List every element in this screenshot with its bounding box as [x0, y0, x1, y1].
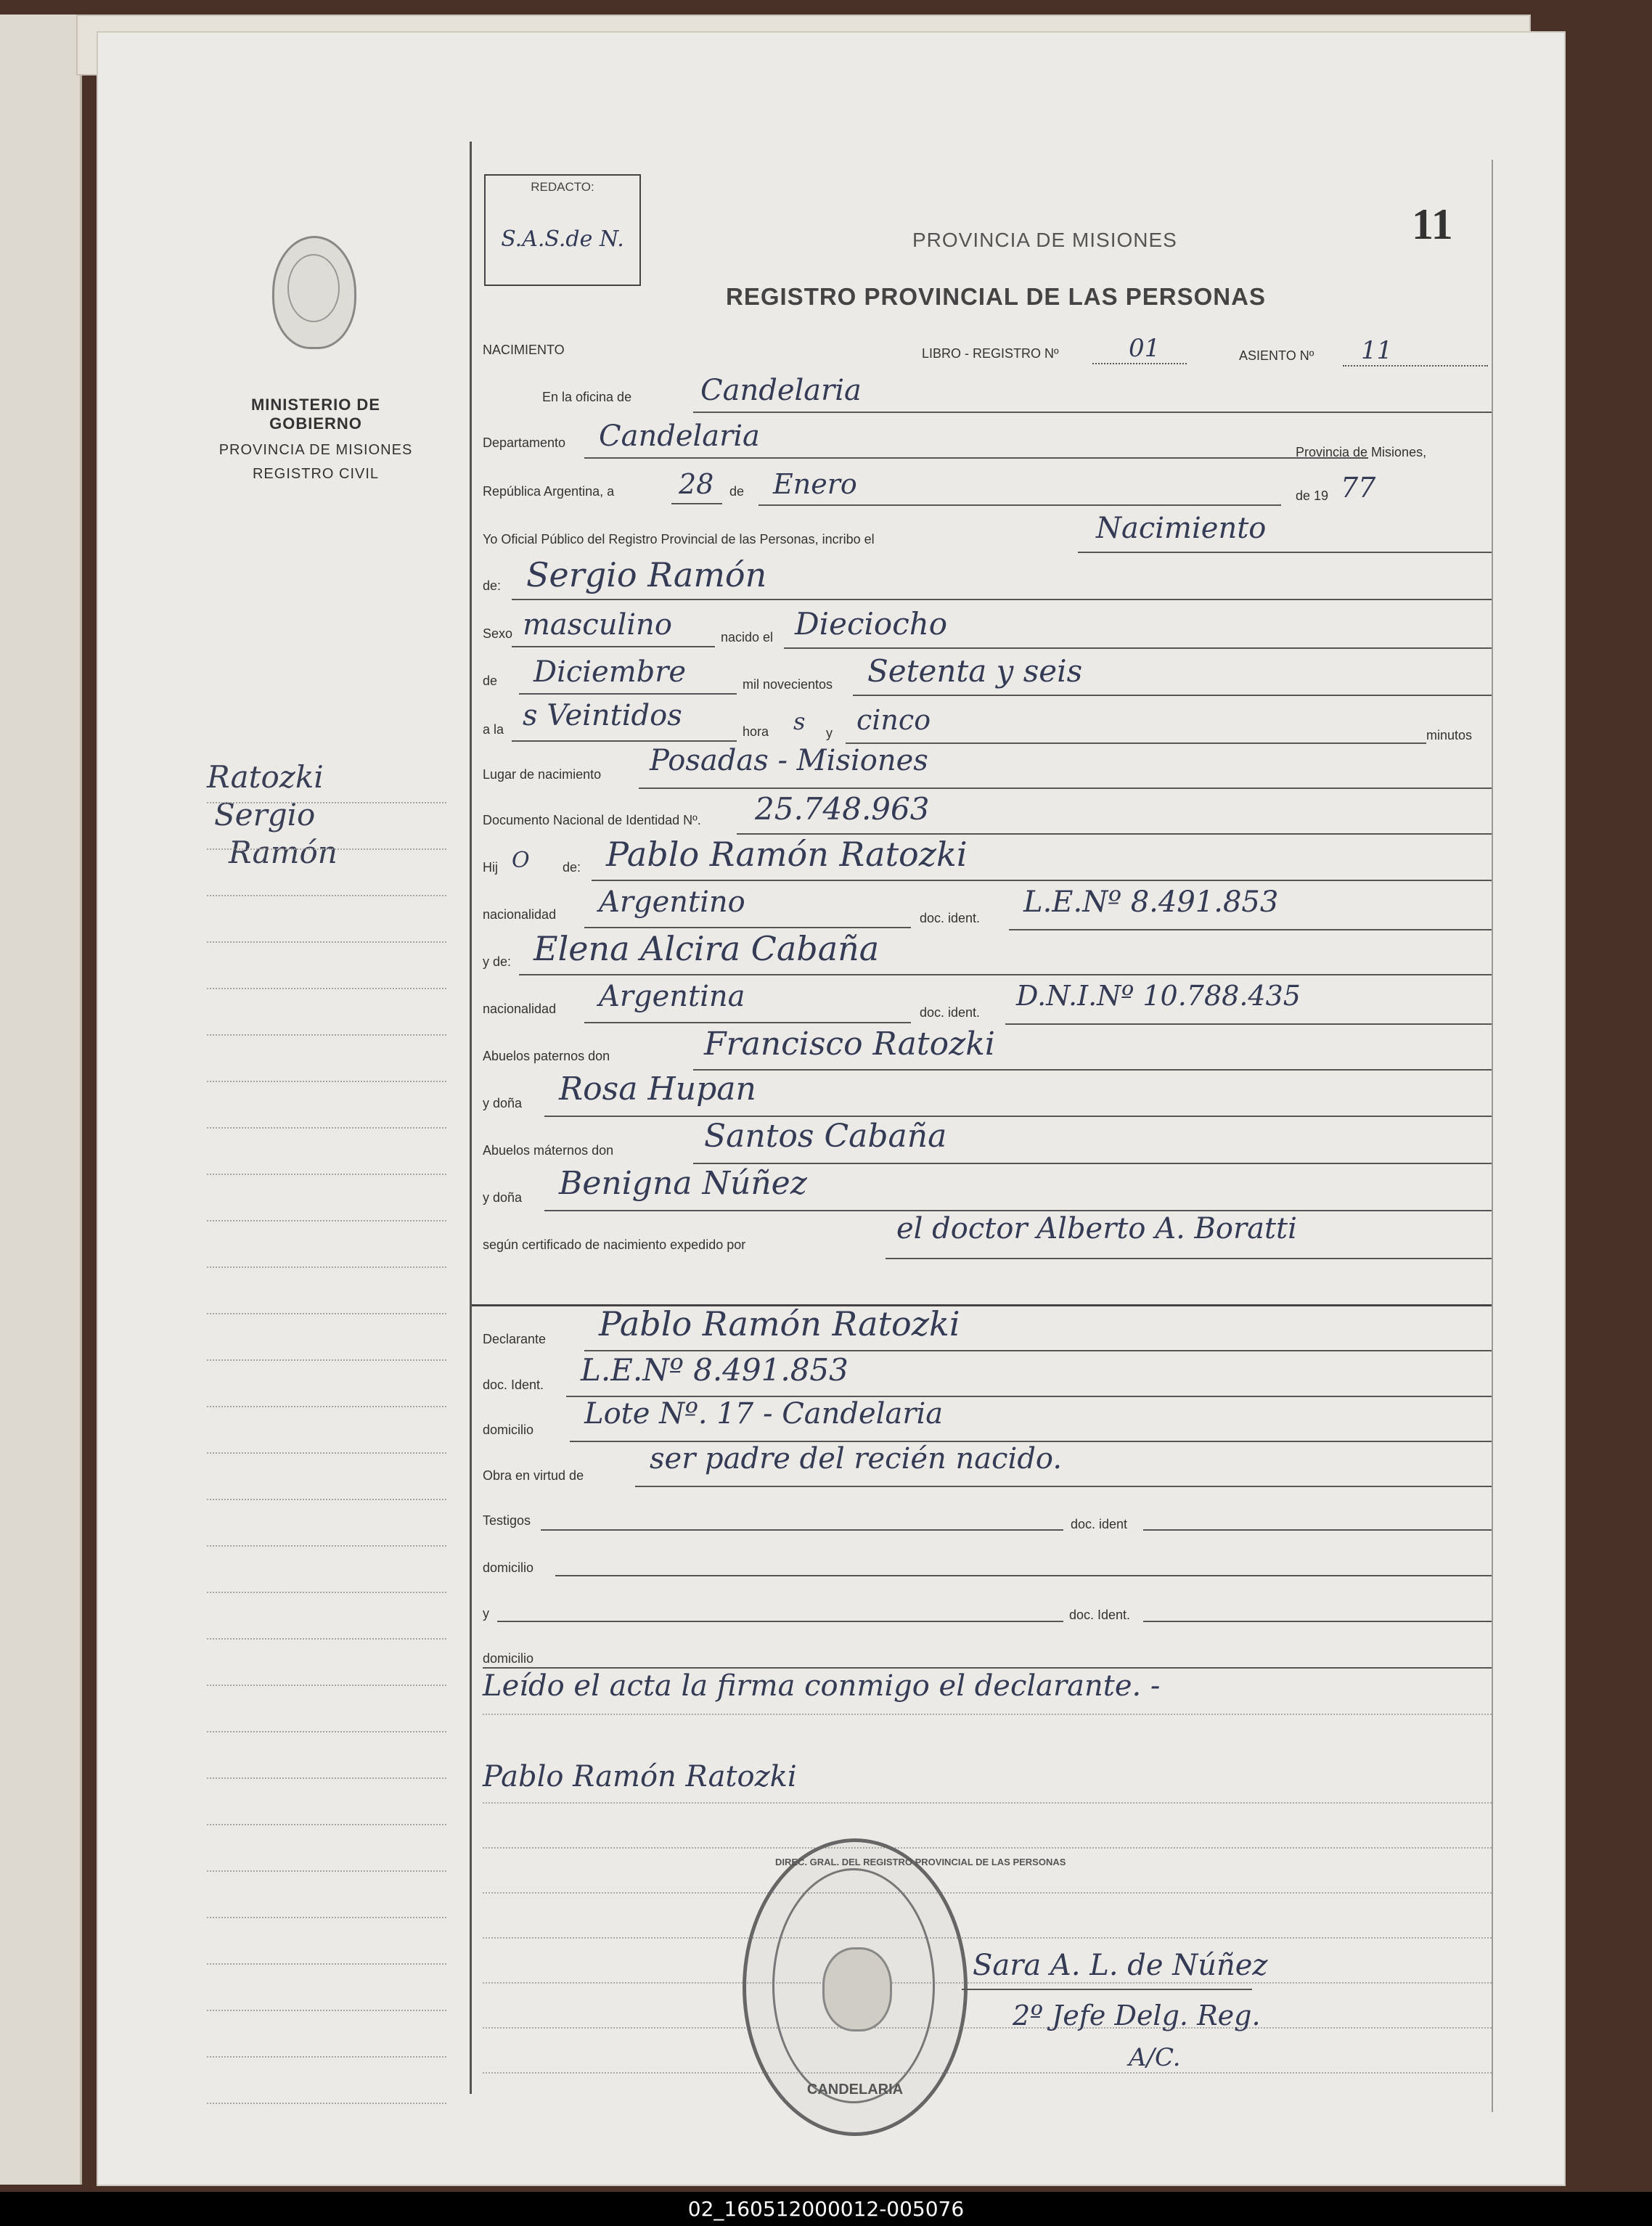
- libro-label: LIBRO - REGISTRO Nº: [922, 346, 1059, 361]
- segun-value: el doctor Alberto A. Boratti: [896, 1212, 1297, 1245]
- coat-of-arms-seal: [272, 236, 356, 349]
- redacto-value: S.A.S.de N.: [501, 226, 624, 252]
- segun-label: según certificado de nacimiento expedido por: [483, 1237, 746, 1252]
- departamento-label: Departamento: [483, 435, 566, 450]
- lugar-value: Posadas - Misiones: [650, 744, 928, 777]
- abuelo-mat-value: Santos Cabaña: [704, 1118, 947, 1155]
- anio-nac-value: Setenta y seis: [867, 653, 1083, 689]
- abuela-pat-value: Rosa Hupan: [559, 1071, 756, 1108]
- declarante-signature: Pablo Ramón Ratozki: [483, 1760, 797, 1793]
- margin-ruled-line: [207, 1127, 446, 1129]
- margin-ruled-line: [207, 1777, 446, 1779]
- margin-ruled-line: [207, 848, 446, 850]
- libro-value: 01: [1129, 334, 1161, 363]
- madre-doc-value: D.N.I.Nº 10.788.435: [1016, 980, 1301, 1012]
- domicilio-value: Lote Nº. 17 - Candelaria: [584, 1397, 944, 1431]
- redacto-label: REDACTO:: [531, 180, 594, 194]
- padre-value: Pablo Ramón Ratozki: [606, 835, 968, 874]
- nacido-value: Dieciocho: [795, 606, 948, 642]
- stamp-text-top: DIREC. GRAL. DEL REGISTRO PROVINCIAL DE LAS PERSONAS: [775, 1857, 1066, 1867]
- margin-surname: Ratozki: [207, 759, 324, 795]
- hora-label: hora: [743, 724, 769, 739]
- asiento-label: ASIENTO Nº: [1239, 348, 1314, 363]
- margin-ruled-line: [207, 2103, 446, 2104]
- oficina-label: En la oficina de: [542, 390, 632, 404]
- margin-ruled-line: [207, 802, 446, 803]
- republica-label: República Argentina, a: [483, 484, 615, 499]
- madre-nac-label: nacionalidad: [483, 1002, 557, 1016]
- margin-ruled-line: [207, 1220, 446, 1222]
- asiento-value: 11: [1361, 336, 1393, 365]
- margin-ruled-line: [207, 2056, 446, 2058]
- margin-ruled-line: [207, 1963, 446, 1965]
- padre-docident-label: doc. ident.: [920, 911, 981, 925]
- margin-ruled-line: [207, 1267, 446, 1268]
- margin-ruled-line: [207, 1081, 446, 1082]
- madre-value: Elena Alcira Cabaña: [533, 929, 880, 968]
- padre-nac-value: Argentino: [599, 885, 745, 919]
- dia-value: 28: [679, 468, 714, 500]
- margin-second-name: Ramón: [229, 835, 338, 870]
- margin-annotation: [207, 758, 338, 872]
- minutos-value: cinco: [856, 704, 931, 736]
- margin-ruled-line: [207, 1406, 446, 1407]
- obra-value: ser padre del recién nacido.: [650, 1442, 1063, 1476]
- abuelos-mat-label: Abuelos máternos don: [483, 1143, 614, 1158]
- ministry-registry: REGISTRO CIVIL: [252, 466, 380, 482]
- registry-heading: REGISTRO PROVINCIAL DE LAS PERSONAS: [726, 283, 1266, 310]
- ydona-mat-label: y doña: [483, 1190, 523, 1205]
- redacto-box: [484, 174, 641, 286]
- sexo-value: masculino: [523, 608, 672, 642]
- official-title: 2º Jefe Delg. Reg.: [1013, 2000, 1261, 2031]
- ala-label: a la: [483, 722, 504, 737]
- yde-label: y de:: [483, 954, 512, 969]
- right-border: [1492, 160, 1493, 2112]
- stamp-text-bottom: CANDELARIA: [806, 2082, 904, 2098]
- margin-ruled-line: [207, 1870, 446, 1872]
- margin-ruled-line: [207, 2010, 446, 2011]
- lugar-label: Lugar de nacimiento: [483, 767, 602, 782]
- registry-stamp: [743, 1838, 1066, 2136]
- dni-value: 25.748.963: [755, 791, 930, 827]
- anio-value: 77: [1341, 472, 1376, 504]
- margin-ruled-line: [207, 1638, 446, 1640]
- madre-docident-label: doc. ident.: [920, 1005, 981, 1020]
- abuelos-pat-label: Abuelos paternos don: [483, 1049, 610, 1063]
- domicilio3-label: domicilio: [483, 1651, 534, 1666]
- margin-ruled-line: [207, 1313, 446, 1314]
- margin-ruled-line: [207, 895, 446, 896]
- margin-ruled-line: [207, 1731, 446, 1732]
- declarante-label: Declarante: [483, 1332, 547, 1346]
- province-heading: PROVINCIA DE MISIONES: [912, 229, 1177, 251]
- margin-ruled-line: [207, 941, 446, 943]
- docident2-label: doc. Ident.: [483, 1378, 544, 1392]
- official-suffix: A/C.: [1129, 2043, 1181, 2072]
- margin-ruled-line: [207, 1685, 446, 1686]
- abuela-mat-value: Benigna Núñez: [559, 1165, 807, 1202]
- y-label: y: [826, 726, 833, 740]
- de3-label: de: [483, 674, 498, 688]
- minutos-label: minutos: [1426, 728, 1473, 742]
- dni-label: Documento Nacional de Identidad Nº.: [483, 813, 701, 827]
- padre-nac-label: nacionalidad: [483, 907, 557, 922]
- margin-ruled-line: [207, 1174, 446, 1175]
- testigos-label: Testigos: [483, 1513, 531, 1528]
- testigos-docident-label: doc. ident: [1071, 1517, 1128, 1531]
- margin-ruled-line: [207, 1824, 446, 1825]
- domicilio-label: domicilio: [483, 1423, 534, 1437]
- padre-doc-value: L.E.Nº 8.491.853: [1023, 885, 1279, 919]
- column-divider: [470, 142, 472, 2094]
- margin-ruled-line: [207, 988, 446, 989]
- page-number: 11: [1412, 200, 1453, 248]
- ydona-pat-label: y doña: [483, 1096, 523, 1110]
- margin-ruled-line: [207, 1592, 446, 1593]
- declarante-doc-value: L.E.Nº 8.491.853: [581, 1352, 849, 1388]
- mil-label: mil novecientos: [743, 677, 833, 692]
- y2-label: y: [483, 1606, 489, 1621]
- closing-text: Leído el acta la firma conmigo el declarante. -: [483, 1669, 1161, 1703]
- de-label: de: [729, 484, 745, 499]
- official-signature: Sara A. L. de Núñez: [973, 1949, 1268, 1982]
- departamento-value: Candelaria: [599, 420, 760, 453]
- hijo-de-label: de:: [563, 860, 581, 875]
- mes-nac-value: Diciembre: [533, 655, 687, 689]
- madre-nac-value: Argentina: [599, 980, 745, 1013]
- provincia-label: Provincia de Misiones,: [1296, 445, 1427, 459]
- margin-ruled-line: [207, 1917, 446, 1918]
- hijo-suffix: O: [512, 848, 530, 873]
- mes-value: Enero: [773, 468, 857, 500]
- hora-value: s Veintidos: [523, 699, 682, 732]
- register-page: [98, 33, 1564, 2185]
- previous-page-edge: [0, 15, 82, 2185]
- margin-ruled-line: [207, 1452, 446, 1454]
- nacimiento-label: NACIMIENTO: [483, 343, 565, 357]
- anio-label: de 19: [1296, 488, 1329, 503]
- oficial-label: Yo Oficial Público del Registro Provincial de las Personas, incribo el: [483, 532, 875, 547]
- nacido-label: nacido el: [721, 630, 774, 645]
- hora-suffix: s: [793, 708, 806, 735]
- hijo-label: Hij: [483, 860, 498, 875]
- domicilio2-label: domicilio: [483, 1560, 534, 1575]
- stamp-emblem: [822, 1947, 892, 2031]
- margin-ruled-line: [207, 1359, 446, 1361]
- abuelo-pat-value: Francisco Ratozki: [704, 1026, 996, 1063]
- left-margin-column: [98, 33, 468, 2185]
- image-caption: 02_160512000012-005076: [0, 2192, 1652, 2226]
- ministry-province: PROVINCIA DE MISIONES: [218, 442, 413, 458]
- oficina-value: Candelaria: [700, 374, 862, 407]
- sexo-label: Sexo: [483, 626, 513, 641]
- nombre-value: Sergio Ramón: [526, 555, 767, 594]
- ministry-title: MINISTERIO DE GOBIERNO: [250, 396, 380, 433]
- docident4-label: doc. Ident.: [1069, 1608, 1131, 1622]
- margin-first-name: Sergio: [214, 797, 316, 832]
- ministry-block: [207, 396, 425, 483]
- margin-ruled-line: [207, 1034, 446, 1036]
- de2-label: de:: [483, 578, 502, 593]
- margin-ruled-line: [207, 1545, 446, 1547]
- margin-ruled-line: [207, 1499, 446, 1500]
- obra-label: Obra en virtud de: [483, 1468, 584, 1483]
- oficial-value: Nacimiento: [1096, 512, 1267, 545]
- declarante-value: Pablo Ramón Ratozki: [599, 1304, 960, 1343]
